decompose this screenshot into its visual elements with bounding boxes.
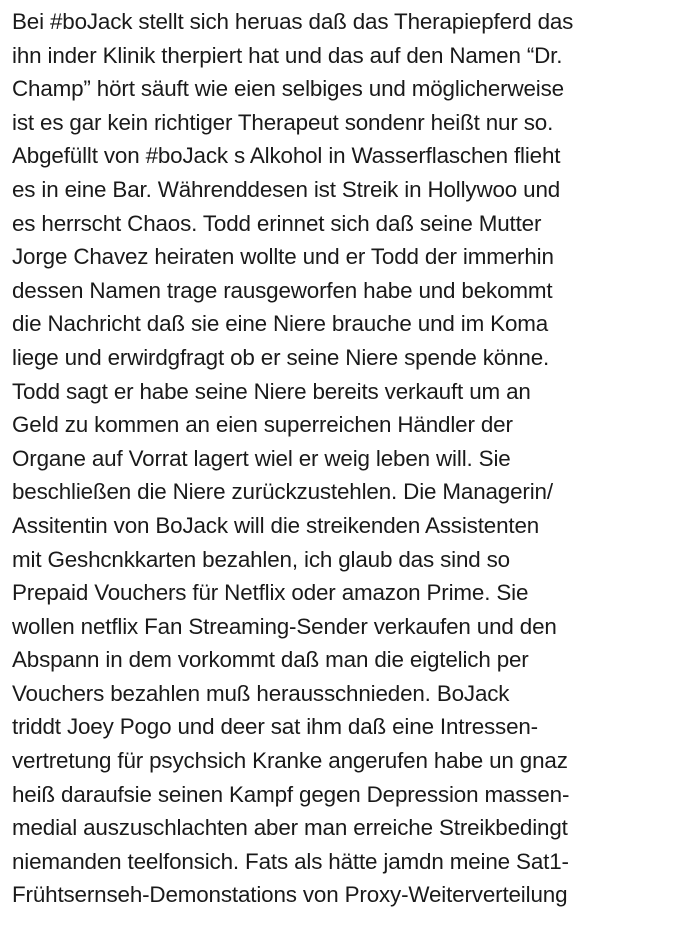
- text-line-3: Champ” hört säuft wie eien selbiges und möglicherweise: [12, 76, 564, 102]
- text-line-20: Abspann in dem vorkommt daß man die eigtelich per: [12, 647, 529, 673]
- text-line-12: Todd sagt er habe seine Niere bereits verkauft um an: [12, 378, 531, 404]
- text-line-16: Assitentin von BoJack will die streikenden Assistenten: [12, 512, 540, 538]
- text-line-11: liege und erwirdgfragt ob er seine Niere spende könne.: [12, 344, 550, 370]
- text-line-26: niemanden teelfonsich. Fats als hätte jamdn meine Sat1-: [12, 848, 569, 874]
- text-line-7: es herrscht Chaos. Todd erinnet sich daß seine Mutter: [12, 210, 542, 236]
- text-line-13: Geld zu kommen an eien superreichen Händler der: [12, 412, 513, 438]
- text-line-6: es in eine Bar. Währenddesen ist Streik in Hollywoo und: [12, 176, 561, 202]
- text-line-1: Bei #boJack stellt sich heruas daß das Therapiepferd das: [12, 9, 574, 34]
- text-line-8: Jorge Chavez heiraten wollte und er Todd der immerhin: [12, 244, 554, 270]
- document-body-text: [12, 5, 684, 912]
- text-line-10: die Nachricht daß sie eine Niere brauche und im Koma: [12, 311, 549, 337]
- text-line-17: mit Geshcnkkarten bezahlen, ich glaub das sind so: [12, 546, 510, 572]
- text-line-27: Frühtsernseh-Demonstations von Proxy-Weiterverteilung: [12, 882, 568, 908]
- text-line-24: heiß daraufsie seinen Kampf gegen Depression massen-: [12, 781, 570, 807]
- text-line-21: Vouchers bezahlen muß herausschnieden. BoJack: [12, 680, 510, 706]
- text-line-2: ihn inder Klinik therpiert hat und das auf den Namen “Dr.: [12, 42, 563, 68]
- text-line-4: ist es gar kein richtiger Therapeut sondenr heißt nur so.: [12, 109, 554, 135]
- text-line-9: dessen Namen trage rausgeworfen habe und bekommt: [12, 277, 553, 303]
- text-line-15: beschließen die Niere zurückzustehlen. Die Managerin/: [12, 479, 553, 505]
- text-line-25: medial auszuschlachten aber man erreiche Streikbedingt: [12, 815, 568, 841]
- text-line-22: triddt Joey Pogo und deer sat ihm daß eine Intressen-: [12, 714, 538, 740]
- text-line-5: Abgefüllt von #boJack s Alkohol in Wasserflaschen flieht: [12, 143, 561, 169]
- text-line-18: Prepaid Vouchers für Netflix oder amazon Prime. Sie: [12, 580, 529, 606]
- text-line-19: wollen netflix Fan Streaming-Sender verkaufen und den: [12, 613, 557, 639]
- text-line-14: Organe auf Vorrat lagert wiel er weig leben will. Sie: [12, 445, 511, 471]
- text-line-23: vertretung für psychsich Kranke angerufen habe un gnaz: [12, 748, 568, 774]
